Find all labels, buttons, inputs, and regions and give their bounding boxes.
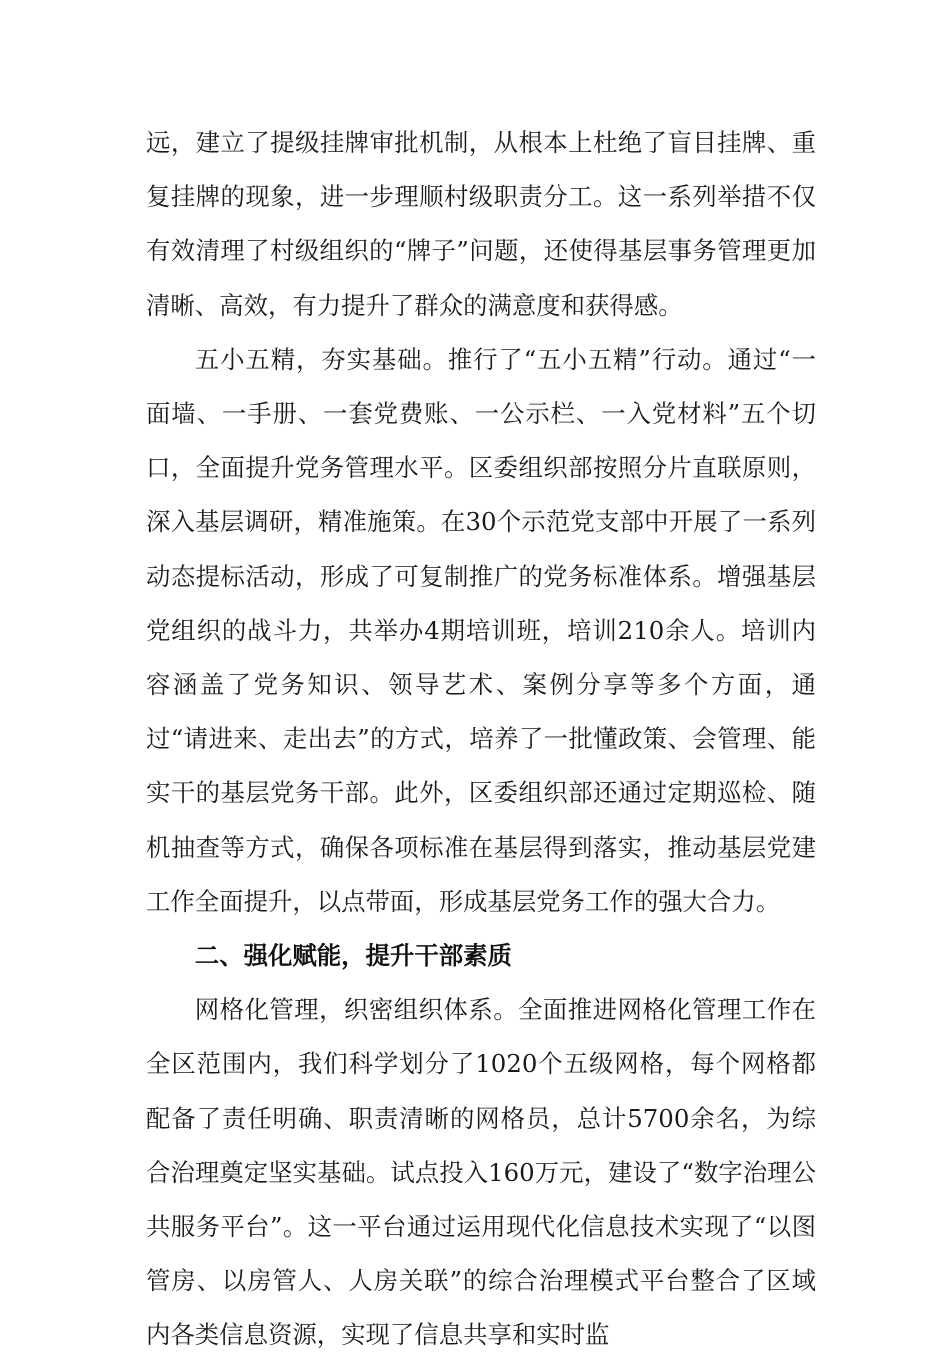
paragraph-grid-management: 网格化管理，织密组织体系。全面推进网格化管理工作在全区范围内，我们科学划分了1020个五级网格，每个网格都配备了责任明确、职责清晰的网格员，总计5700余名，为综合治理奠定坚实基础。试点投入160万元，建设了“数字治理公共服务平台”。这一平台通过运用现代化信息技术实现了“以图管房、以房管人、人房关联”的综合治理模式平台整合了区域内各类信息资源，实现了信息共享和实时监: [146, 995, 816, 1350]
paragraph-five-small-five-fine: 五小五精，夯实基础。推行了“五小五精”行动。通过“一面墙、一手册、一套党费账、一公示栏、一入党材料”五个切口，全面提升党务管理水平。区委组织部按照分片直联原则，深入基层调研，精准施策。在30个示范党支部中开展了一系列动态提标活动，形成了可复制推广的党务标准体系。增强基层党组织的战斗力，共举办4期培训班，培训210余人。培训内容涵盖了党务知识、领导艺术、案例分享等多个方面，通过“请进来、走出去”的方式，培养了一批懂政策、会管理、能实干的基层党务干部。此外，区委组织部还通过定期巡检、随机抽查等方式，确保各项标准在基层得到落实，推动基层党建工作全面提升，以点带面，形成基层党务工作的强大合力。: [146, 344, 816, 916]
section-heading: 二、强化赋能，提升干部素质: [194, 941, 512, 971]
paragraph-continuation: 远，建立了提级挂牌审批机制，从根本上杜绝了盲目挂牌、重复挂牌的现象，进一步理顺村级职责分工。这一系列举措不仅有效清理了村级组织的“牌子”问题，还使得基层事务管理更加清晰、高效，有力提升了群众的满意度和获得感。: [146, 128, 816, 320]
document-body: [146, 116, 816, 1363]
